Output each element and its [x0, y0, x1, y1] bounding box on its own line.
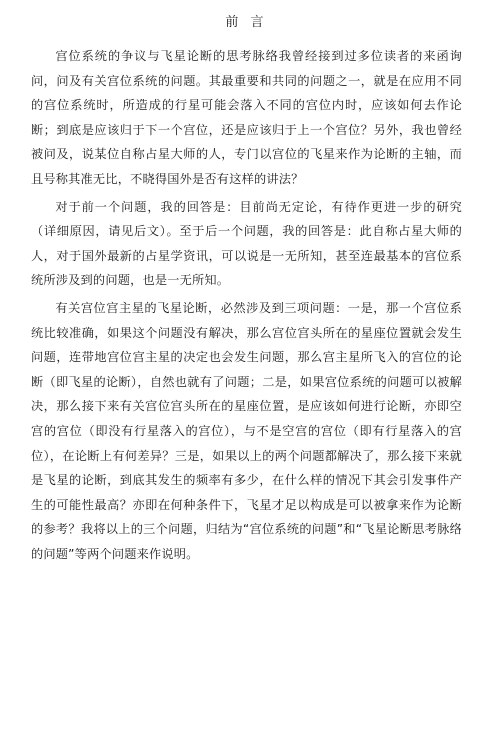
page-title: 前 言: [225, 15, 268, 30]
paragraph-3: 有关宫位宫主星的飞星论断，必然涉及到三项问题：一是，那一个宫位系统比较准确，如果这个问题没有解决，那么宫位宫头所在的星座位置就会发生问题，连带地宫位宫主星的决定也会发生问题，那么宫主星所飞入的宫位的论断（即飞星的论断），自然也就有了问题；二是，如果宫位系统的问题可以被解决，那么接下来有关宫位宫头所在的星座位置，是应该如何进行论断，亦即空宫的宫位（即没有行星落入的宫位），与不是空宫的宫位（即有行星落入的宫位），在论断上有何差异？三是，如果以上的两个问题都解决了，那么接下来就是飞星的论断，到底其发生的频率有多少，在什么样的情况下其会引发事件产生的可能性最高？亦即在何种条件下，飞星才足以构成是可以被拿来作为论断的参考？我将以上的三个问题，归结为“宫位系统的问题”和“飞星论断思考脉络的问题”等两个问题来作说明。: [31, 300, 462, 561]
paragraph-1: 宫位系统的争议与飞星论断的思考脉络我曾经接到过多位读者的来函询问，问及有关宫位系统的问题。其最重要和共同的问题之一，就是在应用不同的宫位系统时，所造成的行星可能会落入不同的宫位内时，应该如何去作论断；到底是应该归于下一个宫位，还是应该归于上一个宫位？另外，我也曾经被问及，说某位自称占星大师的人，专门以宫位的飞星来作为论断的主轴，而且号称其准无比，不晓得国外是否有这样的讲法？: [31, 49, 462, 186]
paragraph-2: 对于前一个问题，我的回答是：目前尚无定论，有待作更进一步的研究（详细原因，请见后文）。至于后一个问题，我的回答是：此自称占星大师的人，对于国外最新的占星学资讯，可以说是一无所知，甚至连最基本的宫位系统所涉及到的问题，也是一无所知。: [31, 199, 462, 288]
